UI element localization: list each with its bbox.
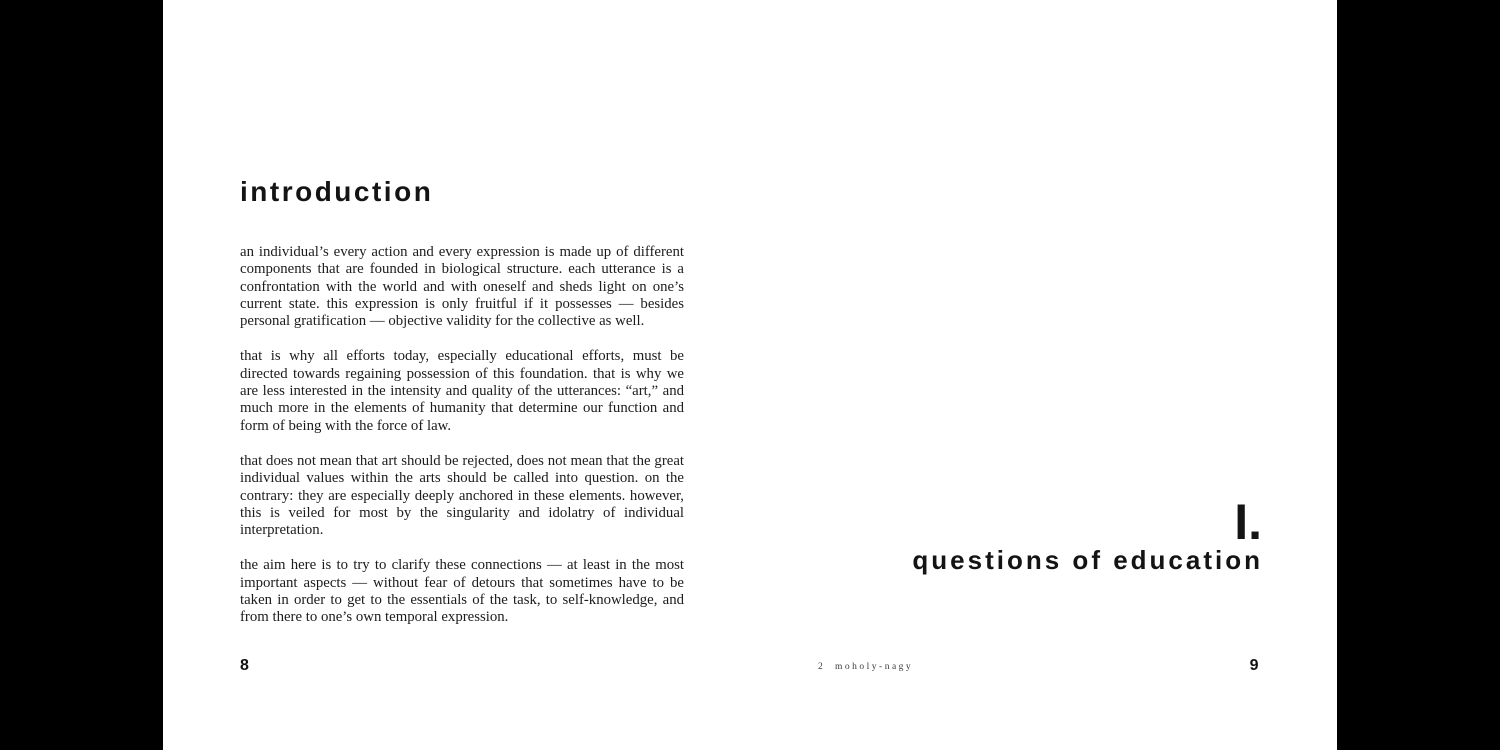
paragraph: the aim here is to try to clarify these connections — at least in the most important aspects — without fear of detours that sometimes have to be taken in order to get to the essentials of the task, to self-knowledge, and from there to one’s own temporal expression. bbox=[240, 557, 684, 626]
page-number-left: 8 bbox=[240, 657, 250, 674]
chapter-title: questions of education bbox=[912, 545, 1263, 575]
chapter-numeral: I. bbox=[1234, 494, 1262, 550]
page-number-right: 9 bbox=[1249, 657, 1259, 674]
body-text-column bbox=[240, 244, 684, 645]
paragraph: that is why all efforts today, especially educational efforts, must be directed towards regaining possession of this foundation. that is why we are less interested in the intensity and quality of the utterances: “art,” and much more in the elements of humanity that determine our function and form of being with the force of law. bbox=[240, 348, 684, 434]
section-heading-introduction: introduction bbox=[240, 176, 434, 207]
signature-mark: 2 moholy-nagy bbox=[818, 662, 914, 672]
paragraph: that does not mean that art should be rejected, does not mean that the great individual values within the arts should be called into question. on the contrary: they are especially deeply anchored in these elements. however, this is veiled for most by the singularity and idolatry of individual interpretation. bbox=[240, 452, 684, 539]
paragraph: an individual’s every action and every expression is made up of different components that are founded in biological structure. each utterance is a confrontation with the world and with oneself and sheds light on one’s current state. this expression is only fruitful if it possesses — besides personal gratification — objective validity for the collective as well. bbox=[240, 244, 684, 330]
book-spread bbox=[163, 0, 1337, 750]
